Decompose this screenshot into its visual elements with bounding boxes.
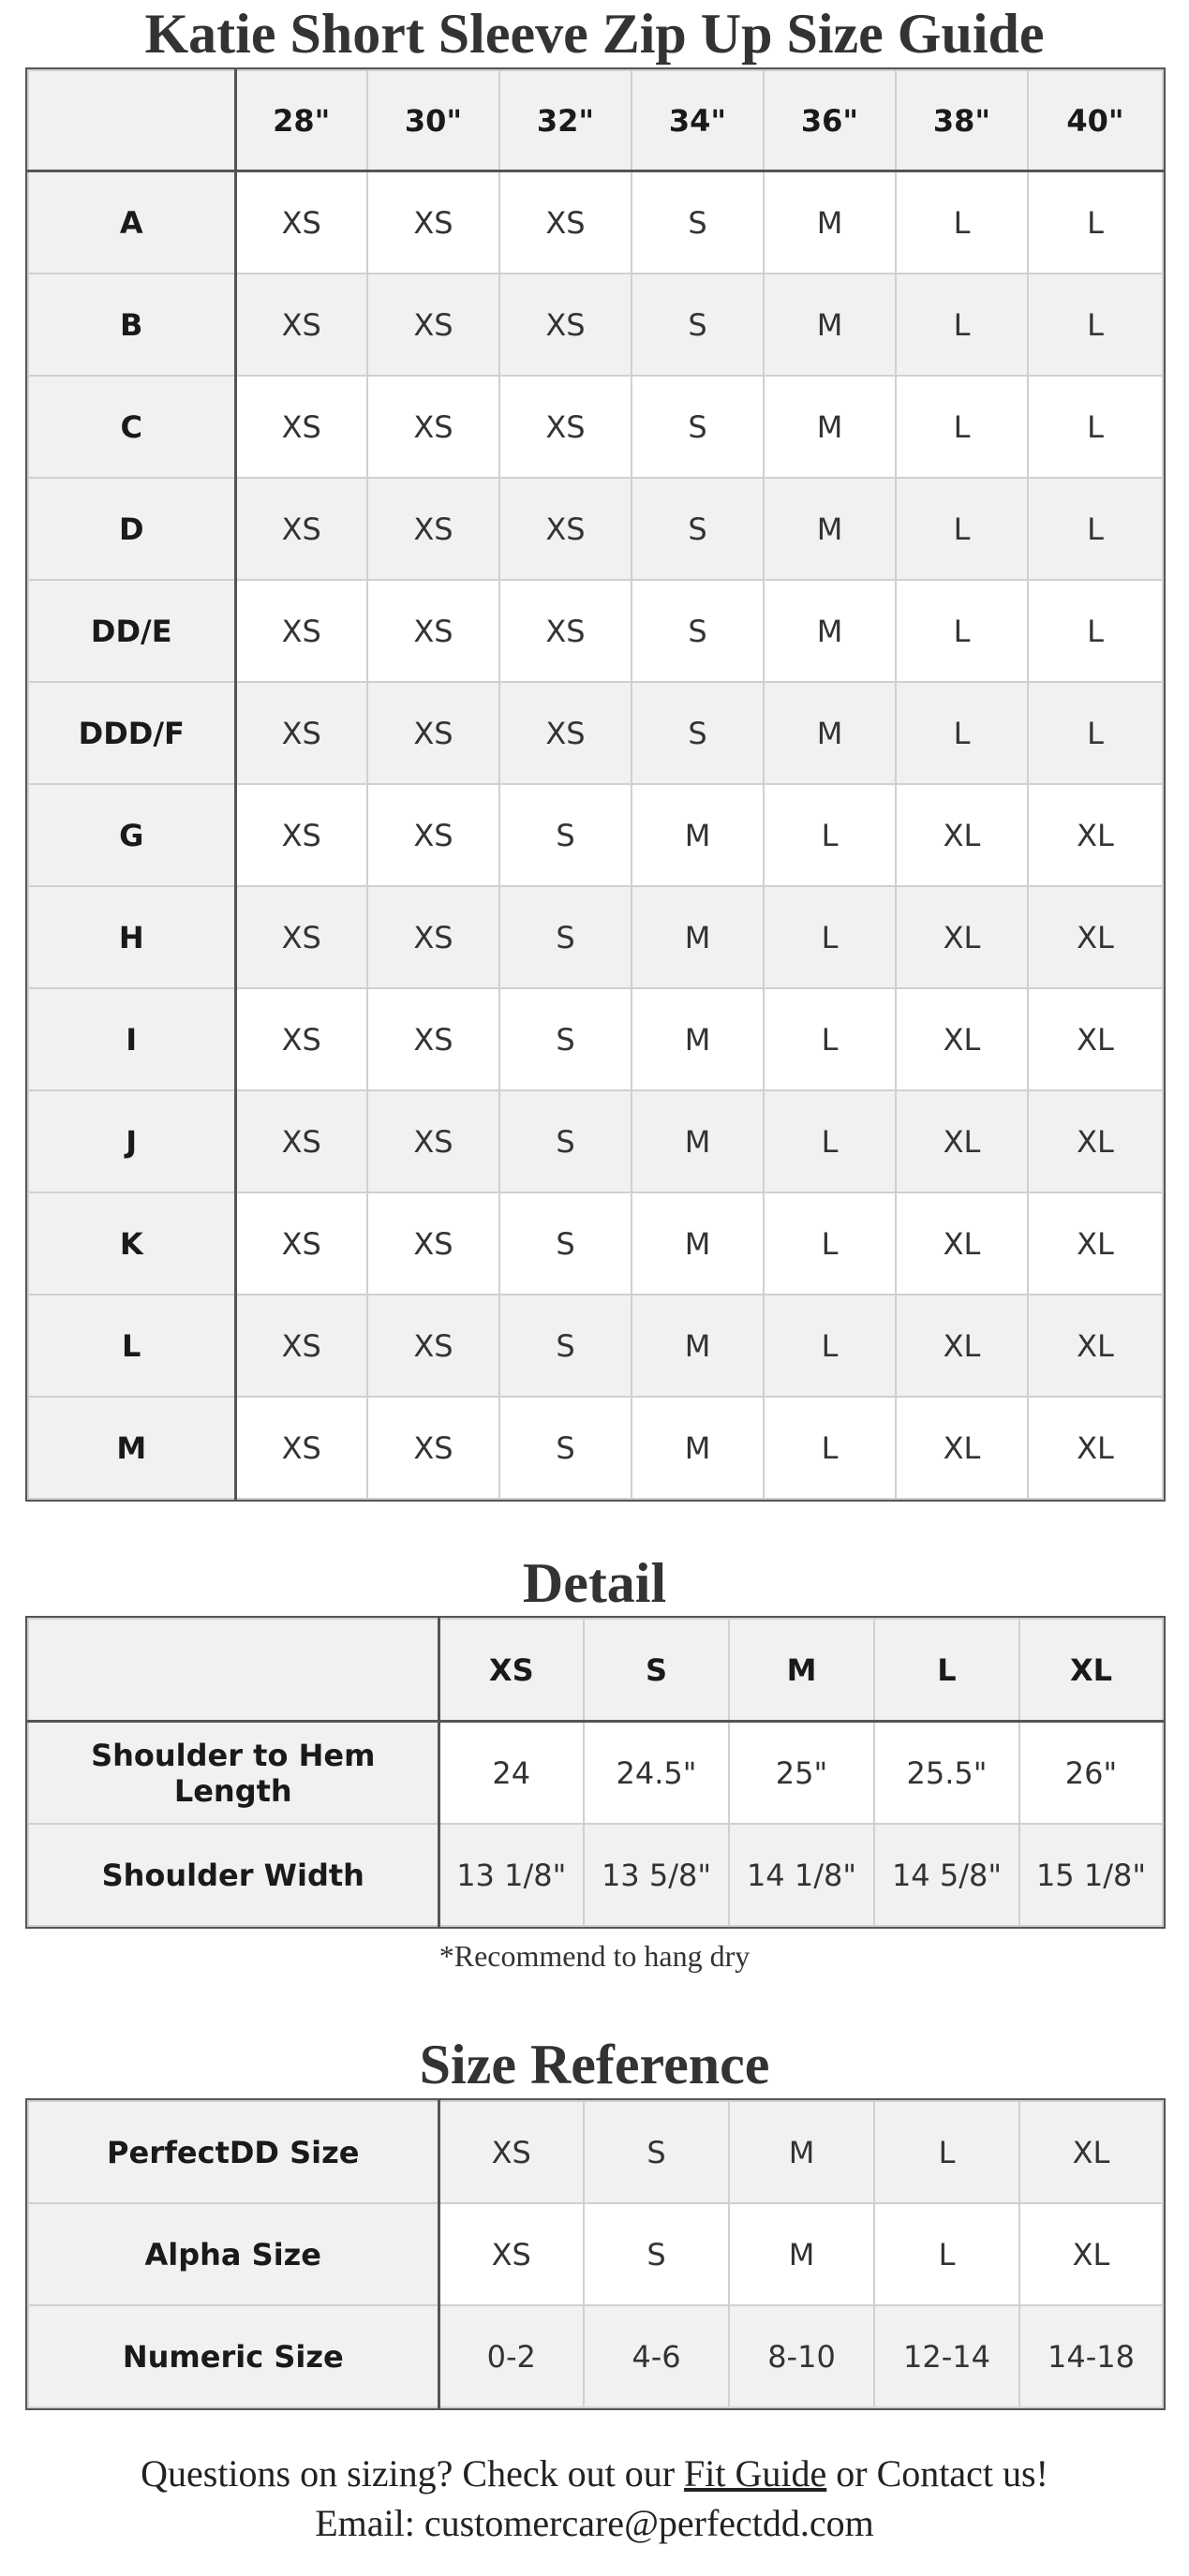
size-cell: L [764,1192,896,1295]
size-cell: XL [896,886,1028,988]
cup-size-label: B [28,274,235,376]
size-reference-cell: S [584,2203,729,2305]
size-cell: XL [1028,988,1163,1090]
footer-question-prefix: Questions on sizing? Check out our [141,2452,676,2495]
size-cell: M [632,1295,764,1397]
size-cell: S [632,171,764,274]
size-cell: XS [367,1397,499,1499]
size-cell: XS [367,1192,499,1295]
size-cell: XS [499,274,632,376]
size-cell: XS [235,988,367,1090]
cup-size-label: H [28,886,235,988]
size-cell: M [632,988,764,1090]
size-guide-row [28,682,1163,784]
size-cell: S [499,886,632,988]
detail-size-header: XS [438,1619,584,1722]
size-cell: L [896,171,1028,274]
size-cell: L [764,1295,896,1397]
band-size-header: 36" [764,70,896,171]
size-reference-row [28,2101,1163,2203]
size-cell: L [1028,274,1163,376]
size-reference-label: Alpha Size [28,2203,438,2305]
size-guide-title: Katie Short Sleeve Zip Up Size Guide [144,3,1045,65]
size-cell: XS [367,988,499,1090]
size-cell: XS [367,682,499,784]
size-cell: XS [367,376,499,478]
size-cell: S [499,988,632,1090]
size-cell: M [632,886,764,988]
size-reference-cell: XS [438,2101,584,2203]
band-size-header-row [28,70,1163,171]
size-guide-row [28,1090,1163,1192]
size-cell: L [764,784,896,886]
size-cell: XS [235,376,367,478]
detail-row-label: Shoulder Width [28,1824,438,1926]
size-reference-cell: L [874,2101,1019,2203]
size-cell: L [764,886,896,988]
size-cell: L [1028,478,1163,580]
size-cell: L [896,478,1028,580]
size-reference-title: Size Reference [419,2034,770,2095]
band-size-header: 28" [235,70,367,171]
detail-size-header: M [729,1619,874,1722]
size-cell: S [632,274,764,376]
size-cell: S [632,376,764,478]
size-cell: XS [367,1090,499,1192]
size-reference-cell: XS [438,2203,584,2305]
size-cell: M [764,376,896,478]
size-reference-cell: XL [1019,2101,1163,2203]
size-reference-cell: M [729,2203,874,2305]
detail-title: Detail [522,1552,667,1614]
size-guide-table [27,69,1164,1500]
size-guide-row [28,1295,1163,1397]
detail-value-cell: 24.5" [584,1722,729,1825]
size-cell: XS [499,171,632,274]
detail-row-label: Shoulder to Hem Length [28,1722,438,1825]
detail-size-header: XL [1019,1619,1163,1722]
size-cell: XS [235,784,367,886]
size-guide-row [28,988,1163,1090]
detail-size-header: S [584,1619,729,1722]
size-cell: XL [1028,1192,1163,1295]
size-cell: L [896,376,1028,478]
size-cell: L [764,1090,896,1192]
detail-value-cell: 25.5" [874,1722,1019,1825]
size-reference-cell: M [729,2101,874,2203]
detail-size-header: L [874,1619,1019,1722]
size-guide-row [28,784,1163,886]
size-reference-cell: 12-14 [874,2305,1019,2407]
detail-value-cell: 13 5/8" [584,1824,729,1926]
band-size-header: 34" [632,70,764,171]
size-reference-row [28,2203,1163,2305]
size-cell: XS [367,886,499,988]
corner-cell [28,70,235,171]
size-cell: XS [367,274,499,376]
size-reference-cell: L [874,2203,1019,2305]
detail-value-cell: 14 1/8" [729,1824,874,1926]
detail-value-cell: 25" [729,1722,874,1825]
size-cell: M [632,784,764,886]
footer-email-line: Email: customercare@perfectdd.com [315,2502,874,2544]
size-cell: XL [896,784,1028,886]
cup-size-label: DDD/F [28,682,235,784]
size-guide-row [28,478,1163,580]
size-cell: XL [1028,1090,1163,1192]
detail-header-row [28,1619,1163,1722]
size-cell: M [764,274,896,376]
size-cell: XL [896,1090,1028,1192]
size-cell: S [499,784,632,886]
detail-table [27,1618,1164,1927]
size-cell: XS [235,1295,367,1397]
band-size-header: 32" [499,70,632,171]
size-reference-label: PerfectDD Size [28,2101,438,2203]
size-cell: L [896,580,1028,682]
detail-value-cell: 15 1/8" [1019,1824,1163,1926]
size-cell: L [1028,376,1163,478]
cup-size-label: L [28,1295,235,1397]
cup-size-label: J [28,1090,235,1192]
size-cell: XS [499,376,632,478]
cup-size-label: A [28,171,235,274]
size-cell: L [764,988,896,1090]
size-cell: M [764,478,896,580]
size-guide-row [28,1397,1163,1499]
size-cell: XS [367,580,499,682]
size-cell: XS [367,171,499,274]
size-cell: L [1028,682,1163,784]
cup-size-label: D [28,478,235,580]
detail-value-cell: 14 5/8" [874,1824,1019,1926]
size-cell: S [499,1090,632,1192]
size-reference-cell: S [584,2101,729,2203]
size-reference-table [27,2100,1164,2408]
size-cell: XL [1028,886,1163,988]
cup-size-label: DD/E [28,580,235,682]
size-cell: XS [235,682,367,784]
size-cell: XL [896,1295,1028,1397]
size-cell: XL [1028,1295,1163,1397]
size-reference-row [28,2305,1163,2407]
size-guide-row [28,376,1163,478]
size-guide-row [28,171,1163,274]
detail-value-cell: 26" [1019,1722,1163,1825]
size-cell: S [499,1192,632,1295]
size-cell: M [632,1397,764,1499]
size-reference-cell: 4-6 [584,2305,729,2407]
size-cell: XS [235,1090,367,1192]
band-size-header: 40" [1028,70,1163,171]
size-cell: S [632,478,764,580]
size-cell: S [499,1295,632,1397]
size-reference-cell: 0-2 [438,2305,584,2407]
size-cell: XS [235,580,367,682]
size-cell: M [764,580,896,682]
size-cell: XS [499,682,632,784]
size-cell: XL [896,988,1028,1090]
footer-question-line [0,2451,1189,2495]
size-cell: XS [235,274,367,376]
cup-size-label: C [28,376,235,478]
cup-size-label: G [28,784,235,886]
cup-size-label: I [28,988,235,1090]
size-cell: L [1028,171,1163,274]
detail-row [28,1824,1163,1926]
detail-value-cell: 24 [438,1722,584,1825]
size-cell: L [896,274,1028,376]
size-cell: XS [367,1295,499,1397]
corner-cell [28,1619,438,1722]
size-cell: XS [499,478,632,580]
size-cell: XS [367,478,499,580]
size-cell: XL [1028,1397,1163,1499]
size-cell: S [499,1397,632,1499]
size-cell: XS [235,1397,367,1499]
size-reference-label: Numeric Size [28,2305,438,2407]
size-cell: M [764,682,896,784]
band-size-header: 30" [367,70,499,171]
cup-size-label: M [28,1397,235,1499]
size-guide-row [28,886,1163,988]
size-cell: XS [235,886,367,988]
size-cell: M [632,1090,764,1192]
size-cell: XS [235,171,367,274]
size-cell: L [1028,580,1163,682]
band-size-header: 38" [896,70,1028,171]
footer-question-suffix: or Contact us! [836,2452,1048,2495]
size-cell: M [632,1192,764,1295]
cup-size-label: K [28,1192,235,1295]
size-cell: XL [896,1397,1028,1499]
size-cell: XL [896,1192,1028,1295]
size-cell: XS [367,784,499,886]
size-cell: M [764,171,896,274]
size-cell: XS [235,1192,367,1295]
fit-guide-link[interactable]: Fit Guide [684,2452,827,2495]
size-cell: L [896,682,1028,784]
size-cell: S [632,580,764,682]
size-cell: S [632,682,764,784]
detail-row [28,1722,1163,1825]
size-reference-cell: XL [1019,2203,1163,2305]
size-cell: XS [235,478,367,580]
care-note: *Recommend to hang dry [438,1939,751,1973]
size-reference-cell: 14-18 [1019,2305,1163,2407]
detail-value-cell: 13 1/8" [438,1824,584,1926]
size-guide-row [28,274,1163,376]
size-cell: XS [499,580,632,682]
size-cell: XL [1028,784,1163,886]
size-guide-row [28,1192,1163,1295]
size-cell: L [764,1397,896,1499]
size-guide-row [28,580,1163,682]
size-reference-cell: 8-10 [729,2305,874,2407]
